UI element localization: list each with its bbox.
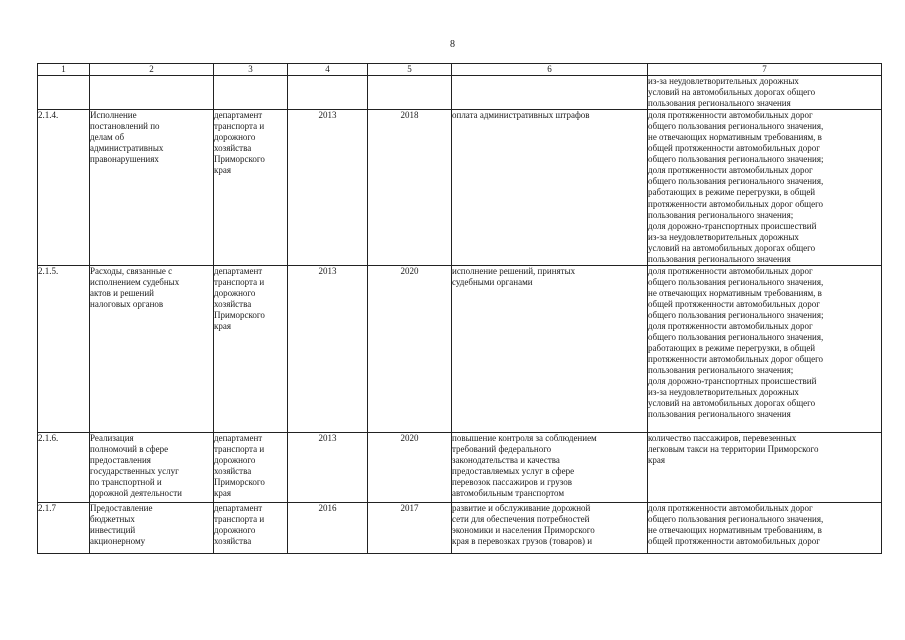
executor-cell [214,265,288,432]
cell-text-line: дорожной деятельности [90,488,182,499]
expected-result-cell [452,76,648,110]
cell-text-line: автомобильным транспортом [452,488,565,499]
col-header-2: 2 [90,64,214,76]
cell-text-line: дорожного [214,454,256,465]
end-year-cell: 2017 [368,502,452,553]
cell-text-line: дорожного [214,287,256,298]
start-year-cell: 2013 [288,265,368,432]
cell-text-line: доля протяженности автомобильных дорог [648,502,813,513]
cell-text-line: общей протяженности автомобильных дорог [648,535,820,546]
col-header-5: 5 [368,64,452,76]
cell-text-line: общего пользования регионального значения, [648,276,824,287]
cell-text-line: пользования регионального значения; [648,365,794,376]
cell-text-line: актов и решений [90,287,154,298]
column-number-row [38,64,882,76]
cell-text-line: хозяйства [214,143,252,154]
measure-name-cell [90,76,214,110]
cell-text-line: Приморского [214,309,265,320]
cell-text-line: доля протяженности автомобильных дорог [648,165,813,176]
col-header-3: 3 [214,64,288,76]
cell-text-line: исполнением судебных [90,276,180,287]
indicators-cell [648,76,882,110]
indicators-cell [648,502,882,553]
cell-text-line: общего пользования регионального значения; [648,309,824,320]
cell-text-line: из-за неудовлетворительных дорожных [648,76,799,86]
start-year-cell: 2013 [288,432,368,502]
measure-number-cell: 2.1.6. [38,432,90,502]
cell-text-line: работающих в режиме перегрузки, в общей [648,187,816,198]
cell-text-line: Предоставление [90,502,153,513]
cell-text-line: условий на автомобильных дорогах общего [648,87,816,98]
table-row [38,76,882,110]
cell-text-line: края [648,454,666,465]
expected-result-cell [452,110,648,266]
col-header-7: 7 [648,64,882,76]
expected-result-cell [452,502,648,553]
col-header-6: 6 [452,64,648,76]
cell-text-line: требований федерального [452,443,552,454]
cell-text-line: транспорта и [214,513,265,524]
cell-text-line: транспорта и [214,121,265,132]
col-header-4: 4 [288,64,368,76]
cell-text-line: пользования регионального значения [648,253,791,264]
cell-text-line: не отвечающих нормативным требованиям, в [648,287,822,298]
cell-text-line: общего пользования регионального значения, [648,513,824,524]
cell-text-line: развитие и обслуживание дорожной [452,502,591,513]
cell-text-line: исполнение решений, принятых [452,265,576,276]
cell-text-line: Приморского [214,154,265,165]
table-row [38,502,882,553]
cell-text-line: пользования регионального значения [648,98,791,109]
start-year-cell: 2016 [288,502,368,553]
cell-text-line: инвестиций [90,524,136,535]
cell-text-line: дорожного [214,524,256,535]
measure-number-cell [38,76,90,110]
cell-text-line: общего пользования регионального значения, [648,176,824,187]
cell-text-line: пользования регионального значения; [648,209,794,220]
cell-text-line: департамент [214,110,263,121]
indicators-cell [648,432,882,502]
cell-text-line: протяженности автомобильных дорог общего [648,354,824,365]
cell-text-line: протяженности автомобильных дорог общего [648,198,824,209]
cell-text-line: общего пользования регионального значения, [648,121,824,132]
cell-text-line: работающих в режиме перегрузки, в общей [648,343,816,354]
cell-text-line: транспорта и [214,443,265,454]
cell-text-line: перевозок пассажиров и грузов [452,476,572,487]
cell-text-line: налоговых органов [90,298,164,309]
end-year-cell: 2018 [368,110,452,266]
cell-text-line: доля протяженности автомобильных дорог [648,110,813,121]
measure-number-cell: 2.1.4. [38,110,90,266]
cell-text-line: из-за неудовлетворительных дорожных [648,387,799,398]
executor-cell [214,502,288,553]
cell-text-line: государственных услуг [90,465,179,476]
program-measures-table [37,63,882,554]
cell-text-line: Приморского [214,476,265,487]
cell-text-line: хозяйства [214,465,252,476]
indicators-cell [648,265,882,432]
table-row [38,110,882,266]
cell-text-line: условий на автомобильных дорогах общего [648,242,816,253]
cell-text-line: транспорта и [214,276,265,287]
expected-result-cell [452,432,648,502]
cell-text-line: акционерному [90,535,146,546]
cell-text-line: не отвечающих нормативным требованиям, в [648,524,822,535]
end-year-cell: 2020 [368,265,452,432]
cell-text-line: департамент [214,502,263,513]
cell-text-line: полномочий в сфере [90,443,169,454]
cell-text-line: пользования регионального значения [648,409,791,420]
cell-text-line: правонарушениях [90,154,159,165]
cell-text-line: края в перевозках грузов (товаров) и [452,535,593,546]
indicators-cell [648,110,882,266]
cell-text-line: судебными органами [452,276,533,287]
cell-text-line: предоставления [90,454,151,465]
measure-number-cell: 2.1.5. [38,265,90,432]
cell-text-line: Расходы, связанные с [90,265,173,276]
start-year-cell: 2013 [288,110,368,266]
col-header-1: 1 [38,64,90,76]
cell-text-line: доля протяженности автомобильных дорог [648,265,813,276]
cell-text-line: доля протяженности автомобильных дорог [648,321,813,332]
cell-text-line: делам об [90,132,125,143]
cell-text-line: доля дорожно-транспортных происшествий [648,376,817,387]
cell-text-line: общего пользования регионального значения; [648,154,824,165]
end-year-cell [368,76,452,110]
cell-text-line: условий на автомобильных дорогах общего [648,398,816,409]
cell-text-line: Исполнение [90,110,137,121]
measure-name-cell [90,110,214,266]
executor-cell [214,432,288,502]
end-year-cell: 2020 [368,432,452,502]
cell-text-line: края [214,488,232,499]
cell-text-line: департамент [214,432,263,443]
cell-text-line: хозяйства [214,535,252,546]
start-year-cell [288,76,368,110]
measure-name-cell [90,265,214,432]
executor-cell [214,110,288,266]
cell-text-line: законодательства и качества [452,454,560,465]
cell-text-line: дорожного [214,132,256,143]
cell-text-line: легковым такси на территории Приморского [648,443,819,454]
cell-text-line: не отвечающих нормативным требованиям, в [648,132,822,143]
executor-cell [214,76,288,110]
cell-text-line: из-за неудовлетворительных дорожных [648,231,799,242]
page-number: 8 [450,39,455,50]
measure-name-cell [90,502,214,553]
cell-text-line: оплата административных штрафов [452,110,590,121]
cell-text-line: административных [90,143,164,154]
measure-number-cell: 2.1.7 [38,502,90,553]
cell-text-line: по транспортной и [90,476,162,487]
expected-result-cell [452,265,648,432]
table-row [38,432,882,502]
cell-text-line: бюджетных [90,513,135,524]
measure-name-cell [90,432,214,502]
table-row [38,265,882,432]
cell-text-line: общего пользования регионального значения, [648,332,824,343]
cell-text-line: количество пассажиров, перевезенных [648,432,797,443]
cell-text-line: хозяйства [214,298,252,309]
cell-text-line: доля дорожно-транспортных происшествий [648,220,817,231]
cell-text-line: экономики и населения Приморского [452,524,595,535]
cell-text-line: края [214,165,232,176]
cell-text-line: повышение контроля за соблюдением [452,432,597,443]
cell-text-line: постановлений по [90,121,160,132]
cell-text-line: сети для обеспечения потребностей [452,513,590,524]
cell-text-line: предоставляемых услуг в сфере [452,465,575,476]
cell-text-line: департамент [214,265,263,276]
cell-text-line: края [214,321,232,332]
cell-text-line: общей протяженности автомобильных дорог [648,298,820,309]
cell-text-line: Реализация [90,432,134,443]
cell-text-line: общей протяженности автомобильных дорог [648,143,820,154]
